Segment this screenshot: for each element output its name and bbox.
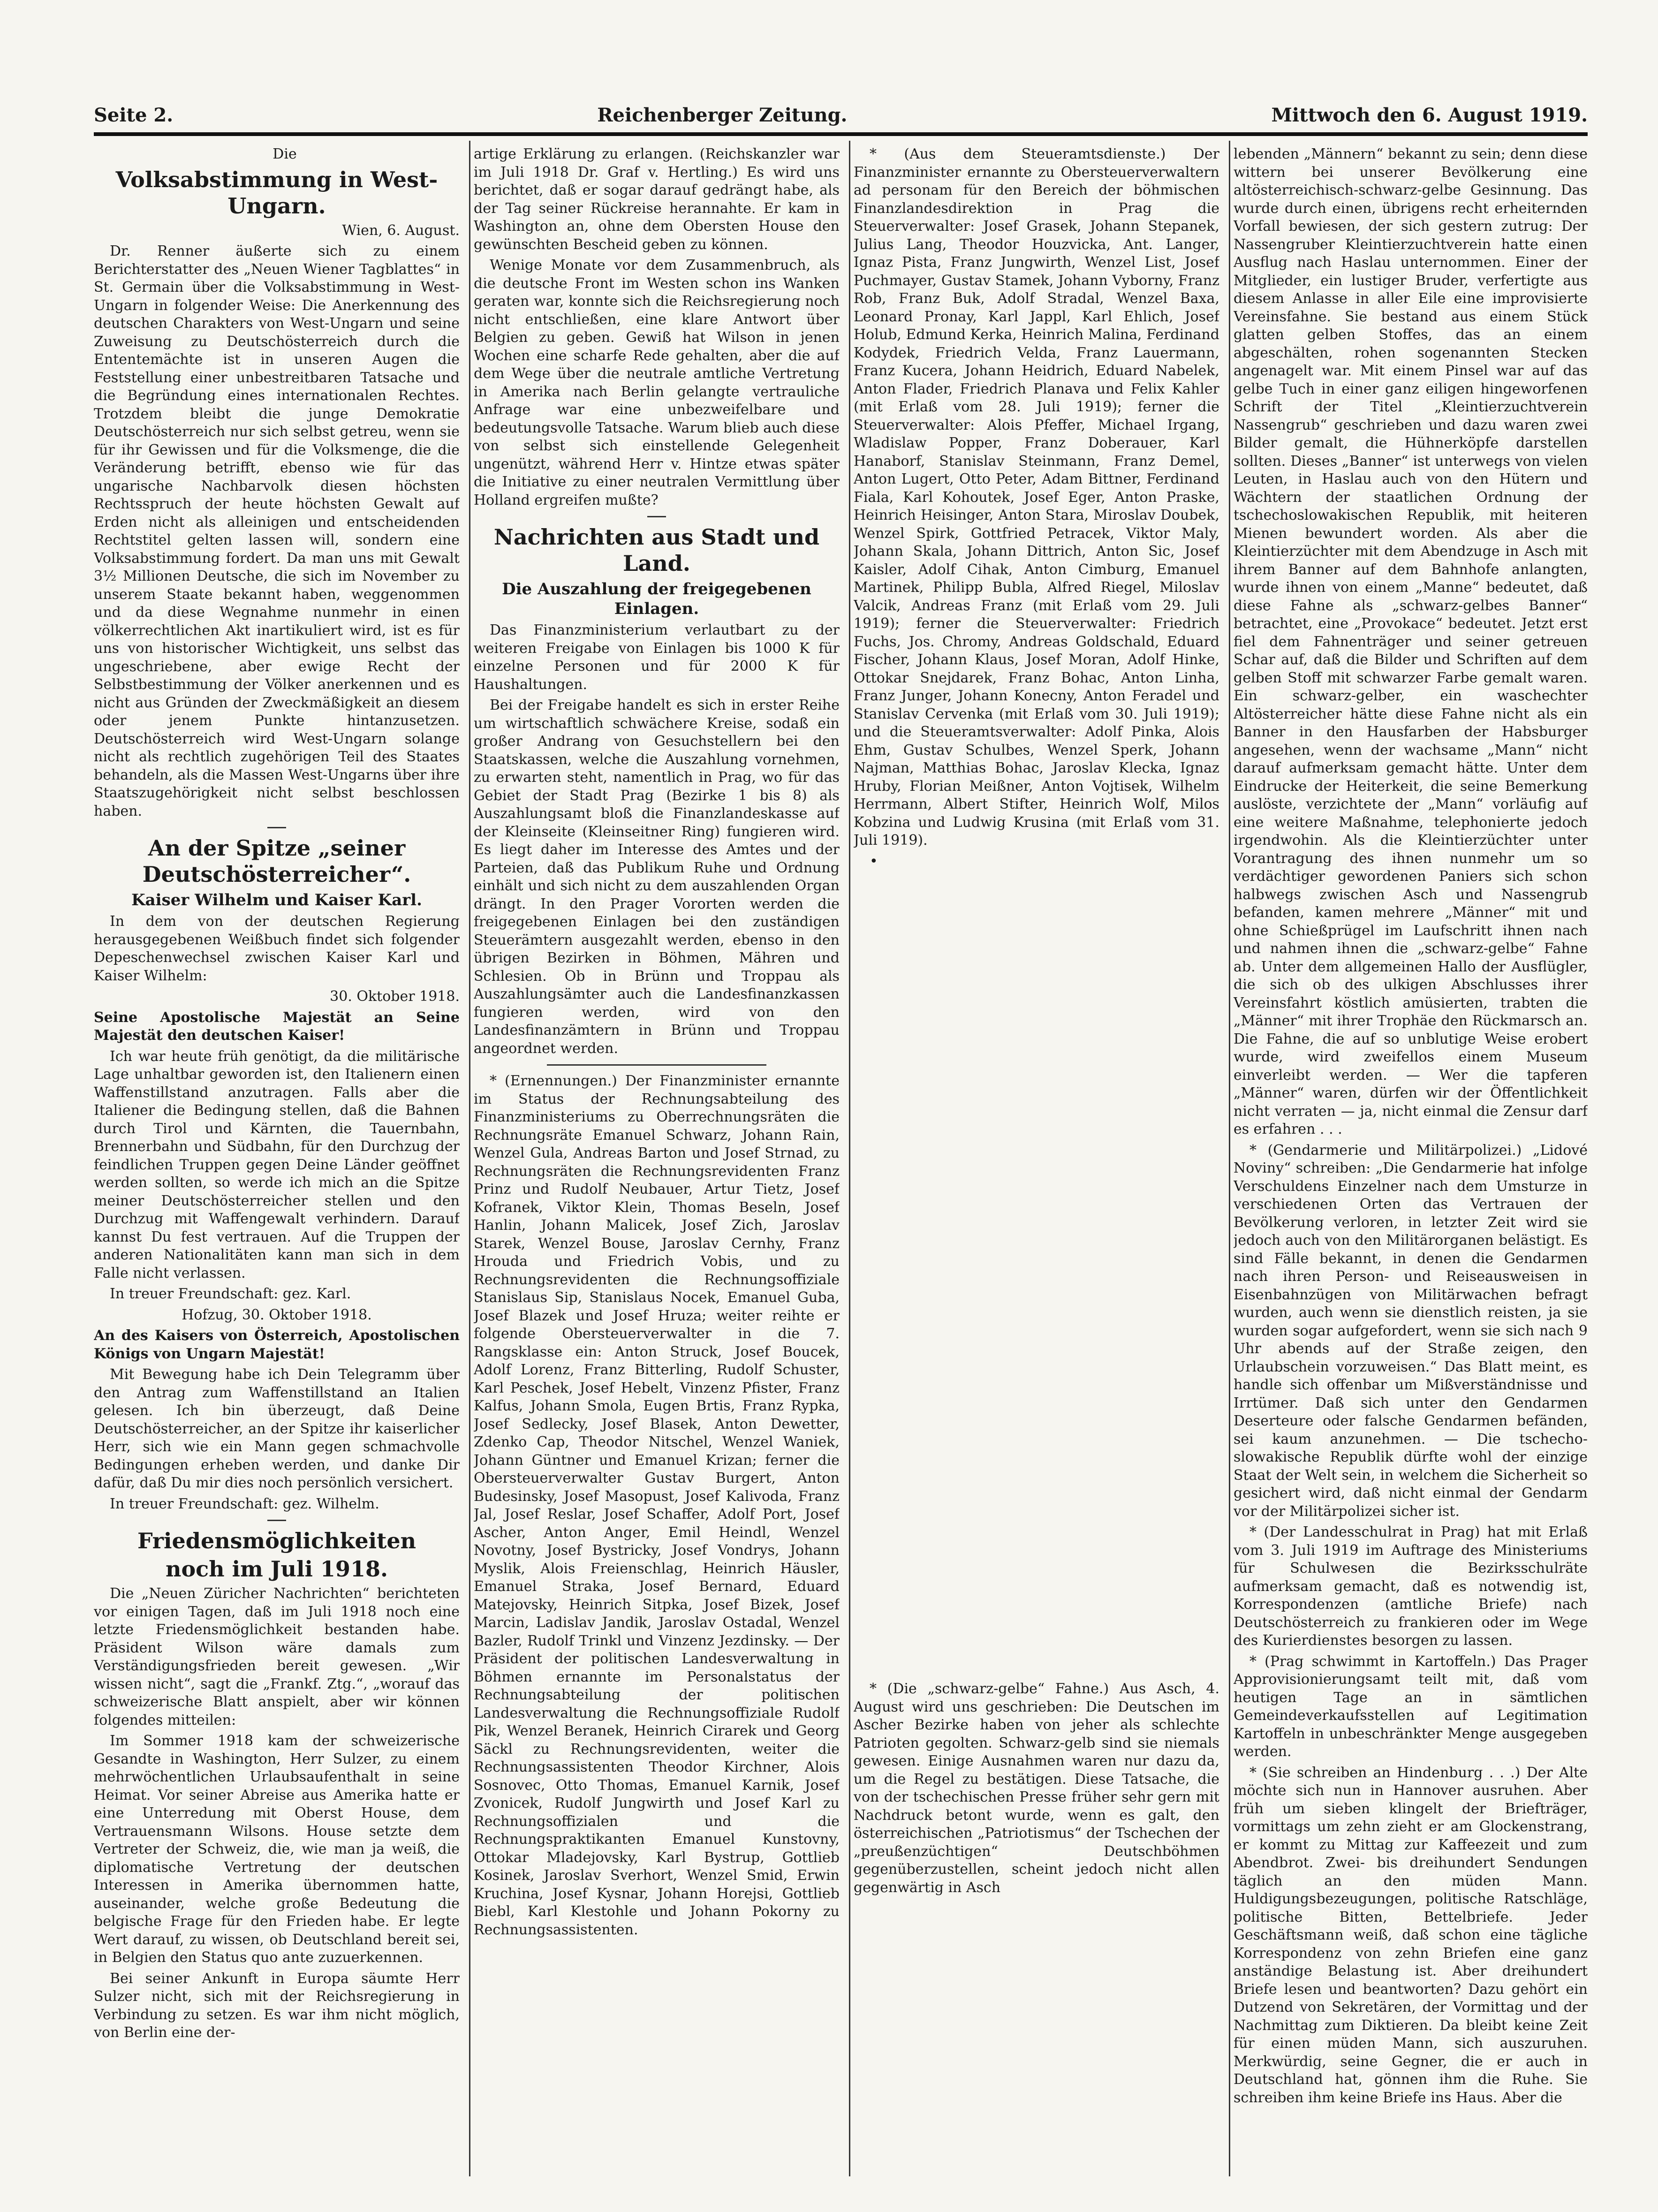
paragraph: * (Prag schwimmt in Kartoffeln.) Das Prager Approvisionierungsamt teilt mit, daß vom heutigen Tage an in sämtlichen Gemeindeverkaufsstellen auf Legitimation Kartoffeln in unbeschränkter Menge ausgegeben werden. — [1234, 1653, 1588, 1760]
article-title: An der Spitze „seiner Deutschösterreicher“. — [142, 835, 411, 887]
letter-address: Seine Apostolische Majestät an Seine Majestät den deutschen Kaiser! — [94, 1009, 460, 1044]
letter-signature: In treuer Freundschaft: gez. Karl. — [110, 1286, 351, 1302]
paragraph: In dem von der deutschen Regierung herausgegebenen Weißbuch findet sich folgender Depeschenwechsel zwischen Kaiser Karl und Kaiser Wilhelm: — [94, 913, 460, 984]
dateline: Wien, 6. August. — [342, 222, 460, 239]
paragraph: Das Finanzministerium verlautbart zu der weiteren Freigabe von Einlagen bis 1000 K für einzelne Personen und für 2000 K für Haushaltungen. — [474, 622, 840, 693]
bullet-mark: • — [870, 853, 878, 870]
page-header — [94, 98, 1588, 131]
paragraph: Ich war heute früh genötigt, da die militärische Lage unhaltbar geworden ist, den Italienern einen Waffenstillstand anzutragen. Falls aber die Italiener die Bedingung stellen, daß die Bahnen durch Tirol und Kärnten, die Tauernbahn, Brennerbahn und Südbahn, für den Durchzug der feindlichen Truppen gegen Deine Länder geöffnet werden sollten, so werde ich mich an die Spitze meiner Deutschösterreicher stellen und den Durchzug mit Waffengewalt verhindern. Darauf kannst Du fest vertrauen. Auf die Truppen der anderen Nationalitäten kann man sich in dem Falle nicht verlassen. — [94, 1048, 460, 1281]
column-3 — [854, 145, 1219, 2172]
header-rule — [94, 132, 1588, 136]
paragraph: Dr. Renner äußerte sich zu einem Berichterstatter des „Neuen Wiener Tagblattes“ in St. Germain über die Volksabstimmung in West-Ungarn in folgender Weise: Die Anerkennung des deutschen Charakters von West-Ungarn und seine Zuweisung zu Deutschösterreich durch die Ententemächte ist in unseren Augen die Feststellung einer unbestreitbaren Tatsache und die Begründung eines internationalen Rechtes. Trotzdem bleibt die junge Demokratie Deutschösterreich nur sich selbst getreu, wenn sie für ihr Gewissen und für die Volksmenge, die die Veränderung betrifft, ebenso wie für das ungarische Nachbarvolk diesen höchsten Rechtsspruch der heute höchsten Gewalt auf Erden nicht als alleinigen und entscheidenden Rechtstitel gelten lassen will, sondern eine Volksabstimmung fordert. Da man uns mit Gewalt 3½ Millionen Deutsche, die sich im November zu unserem Staate bekannt haben, weggenommen und da diese Wegnahme nunmehr in einen völkerrechtlichen Akt inartikuliert wird, ist es für uns von historischer Wichtigkeit, uns selbst das ungeschriebene, aber ewige Recht der Selbstbestimmung der Völker anerkennen und es nicht aus Gründen der Zweckmäßigkeit an diesem oder jenem Punkte hintanzusetzen. Deutschösterreich wird West-Ungarn solange nicht als rechtlich zugehörigen Teil des Staates behandeln, als die Massen West-Ungarns über ihre Staatszugehörigkeit nicht selbst beschlossen haben. — [94, 243, 460, 819]
column-1 — [94, 145, 460, 2172]
column-rule — [1229, 141, 1230, 2176]
paragraph: * (Sie schreiben an Hindenburg . . .) Der Alte möchte sich nun in Hannover ausruhen. Aber früh um sieben klingelt der Briefträger, vormittags um zehn zieht er am Glockenstrang, er kommt zu Mittag zur Kaffeezeit und zum Abendbrot. Zwei- bis dreihundert Sendungen täglich an den müden Mann. Huldigungsbezeugungen, politische Ratschläge, politische Bitten, Bettelbriefe. Jeder Geschäftsmann weiß, daß schon eine tägliche Korrespondenz von zehn Briefen eine ganz anständige Belastung ist. Aber dreihundert Briefe lesen und beantworten? Dazu gehört ein Dutzend von Sekretären, der Vormittag und der Nachmittag zum Diktieren. Da bleibt keine Zeit für einen müden Mann, sich auszuruhen. Merkwürdig, seine Gegner, die er auch in Deutschland hat, gönnen ihm die Ruhe. Sie schreiben ihm keine Briefe ins Haus. Aber die — [1234, 1764, 1588, 2106]
paragraph: * (Der Landesschulrat in Prag) hat mit Erlaß vom 3. Juli 1919 im Auftrage des Ministeriums für Schulwesen die Bezirksschulräte aufmerksam gemacht, daß es notwendig ist, Korrespondenzen (amtliche Briefe) nach Deutschösterreich zu frankieren oder im Wege des Kurierdienstes besorgen zu lassen. — [1234, 1524, 1588, 1649]
column-2 — [474, 145, 840, 2172]
divider — [547, 1064, 766, 1066]
paragraph: Bei seiner Ankunft in Europa säumte Herr Sulzer nicht, sich mit der Reichsregierung in Verbindung zu setzen. Es war ihm nicht möglich, von Berlin eine der- — [94, 1970, 460, 2041]
blank-space — [854, 873, 1219, 1680]
letter-signature: In treuer Freundschaft: gez. Wilhelm. — [110, 1495, 379, 1512]
column-rule — [849, 141, 850, 2176]
paragraph: * (Ernennungen.) Der Finanzminister ernannte im Status der Rechnungsabteilung des Finanzministeriums zu Oberrechnungsräten die Rechnungsräte Emanuel Schwarz, Johann Rain, Wenzel Gula, Andreas Barton und Josef Strnad, zu Rechnungsräten die Rechnungsrevidenten Franz Prinz und Rudolf Neubauer, Artur Tietz, Josef Kofranek, Viktor Klein, Thomas Beseln, Josef Hanlin, Johann Malicek, Josef Zich, Jaroslav Starek, Wenzel Bouse, Jaroslav Cernhy, Franz Hrouda und Friedrich Vobis, und zu Rechnungsrevidenten die Rechnungsoffiziale Stanislaus Sip, Stanislaus Nocek, Emanuel Guba, Josef Blazek und Josef Hruza; weiter reihte er folgende Obersteuerverwalter in die 7. Rangsklasse ein: Anton Struck, Josef Boucek, Adolf Lorenz, Franz Bitterling, Rudolf Schuster, Karl Peschek, Josef Hebelt, Vinzenz Pfister, Franz Kalfus, Johann Smola, Eugen Brtis, Franz Rypka, Josef Sedlecky, Josef Blasek, Anton Dewetter, Zdenko Cap, Theodor Nitschel, Wenzel Waniek, Johann Güntner und Emanuel Krizan; ferner die Obersteuerverwalter Gustav Burgert, Anton Budesinsky, Josef Masopust, Josef Kalivoda, Franz Jal, Josef Reslar, Josef Schaffer, Adolf Port, Josef Ascher, Anton Anger, Emil Heindl, Wenzel Novotny, Josef Bystricky, Josef Vondrys, Johann Myslik, Alois Freienschlag, Heinrich Häusler, Emanuel Straka, Josef Bernard, Eduard Matejovsky, Heinrich Sitpka, Josef Bizek, Josef Marcin, Ladislav Jandik, Jaroslav Ostadal, Wenzel Bazler, Rudolf Trinkl und Vinzenz Jezdinsky. — Der Präsident der politischen Landesverwaltung in Böhmen ernannte im Personalstatus der Rechnungsabteilung der politischen Landesverwaltung die Rechnungsoffiziale Rudolf Pik, Wenzel Beranek, Heinrich Cirarek und Georg Säckl zu Rechnungsrevidenten, weiter die Rechnungsassistenten Theodor Kirchner, Alois Sosnovec, Otto Thomas, Emanuel Karnik, Josef Zvonicek, Rudolf Jungwirth und Josef Karl zu Rechnungsoffizialen und die Rechnungspraktikanten Emanuel Kunstovny, Ottokar Mladejovsky, Karl Bystrup, Gottlieb Kosinek, Jaroslav Sverhort, Wenzel Smid, Erwin Kruchina, Josef Kysnar, Johann Horejsi, Gottlieb Biebl, Karl Klestohle und Johann Pokorny zu Rechnungsassistenten. — [474, 1073, 840, 1938]
article-subtitle: Die Auszahlung der freigegebenen Einlagen. — [502, 580, 811, 618]
paragraph: artige Erklärung zu erlangen. (Reichskanzler war im Juli 1918 Dr. Graf v. Hertling.) Es wird uns berichtet, daß er sogar darauf gedrängt habe, als der Tag seiner Rückreise herannahte. Er kam in Washington an, ohne dem Obersten House den gewünschten Bescheid geben zu können. — [474, 146, 840, 253]
paragraph: * (Die „schwarz-gelbe“ Fahne.) Aus Asch, 4. August wird uns geschrieben: Die Deutschen im Ascher Bezirke haben von jeher als schlechte Patrioten gegolten. Schwarz-gelb sind sie niemals gewesen. Einige Ausnahmen waren nur dazu da, um die Regel zu bestätigen. Diese Tatsache, die von der tschechischen Presse früher sehr gern mit Nachdruck betont wurde, wenn es galt, den österreichischen „Patriotismus“ der Tschechen der „preußenzüchtigen“ Deutschböhmen gegenüberzustellen, scheint jedoch nicht allen gegenwärtig in Asch — [854, 1681, 1219, 1896]
column-rule — [469, 141, 470, 2176]
paragraph: Im Sommer 1918 kam der schweizerische Gesandte in Washington, Herr Sulzer, zu einem mehrwöchentlichen Urlaubsaufenthalt in seine Heimat. Vor seiner Abreise aus Amerika hatte er eine Unterredung mit Oberst House, dem Vertrauensmann Wilsons. House setzte dem Vertreter der Schweiz, die, wie man ja weiß, die diplomatische Vertretung der deutschen Interessen in Amerika übernommen hatte, auseinander, welche große Bedeutung die belgische Frage für den Frieden habe. Er legte Wert darauf, zu wissen, ob Deutschland bereit sei, in Belgien den Status quo ante zuzuerkennen. — [94, 1733, 460, 1966]
letter-date: Hofzug, 30. Oktober 1918. — [182, 1306, 372, 1323]
letter-address: An des Kaisers von Österreich, Apostolischen Königs von Ungarn Majestät! — [94, 1327, 460, 1362]
section-title: Nachrichten aus Stadt und Land. — [493, 524, 820, 576]
paragraph: Wenige Monate vor dem Zusammenbruch, als die deutsche Front im Westen schon ins Wanken geraten war, konnte sich die Reichsregierung noch nicht entschließen, eine klare Antwort über Belgien zu geben. Gewiß hat Wilson in jenen Wochen eine scharfe Rede gehalten, aber die auf dem Wege über die neutrale amtliche Vertretung in Amerika nach Berlin gelangte vertrauliche Anfrage war eine unbezweifelbare und bedeutungsvolle Tatsache. Warum blieb auch diese von selbst sich einstellende Gelegenheit ungenützt, während Herr v. Hintze etwas später die Initiative zu einer neutralen Vermittlung über Holland ergreifen mußte? — [474, 257, 840, 508]
divider — [267, 1520, 286, 1521]
article-kicker: Die — [273, 146, 297, 162]
article-title: Friedensmöglichkeiten — [137, 1528, 416, 1553]
article-title: Volksabstimmung in West-Ungarn. — [115, 167, 438, 219]
divider — [267, 827, 286, 828]
paragraph: Bei der Freigabe handelt es sich in erster Reihe um wirtschaftlich schwächere Kreise, sodaß ein großer Andrang von Gesuchstellern bei den Staatskassen, welche die Auszahlung vornehmen, zu erwarten steht, namentlich in Prag, wo für das Gebiet der Stadt Prag (Bezirke 1 bis 8) als Auszahlungsamt bloß die Finanzlandeskasse auf der Kleinseite (Kleinseitner Ring) fungieren wird. Es liegt daher im Interesse des Amtes und der Parteien, daß das Publikum Ruhe und Ordnung einhält und sich nicht zu dem auszahlenden Organ drängt. In den Prager Vororten werden die freigegebenen Einlagen bei den zuständigen Steuerämtern ausgezahlt werden, ebenso in den übrigen Bezirken in Böhmen, Mähren und Schlesien. Ob in Brünn und Troppau als Auszahlungsämter auch die Landesfinanzkassen fungieren werden, wird von den Landesfinanzämtern in Brünn und Troppau angeordnet werden. — [474, 697, 840, 1057]
issue-date: Mittwoch den 6. August 1919. — [1271, 104, 1588, 126]
paragraph: Die „Neuen Züricher Nachrichten“ berichteten vor einigen Tagen, daß im Juli 1918 noch eine letzte Friedensmöglichkeit bestanden habe. Präsident Wilson wäre damals zum Verständigungsfrieden bereit gewesen. „Wir wissen nicht“, sagt die „Frankf. Ztg.“, „worauf das schweizerische Blatt anspielt, aber wir können folgendes mitteilen: — [94, 1585, 460, 1728]
paragraph: Mit Bewegung habe ich Dein Telegramm über den Antrag zum Waffenstillstand an Italien gelesen. Ich bin überzeugt, daß Deine Deutschösterreicher, an der Spitze ihr kaiserlicher Herr, sich wie ein Mann gegen schmachvolle Bedingungen erheben werden, und danke Dir dafür, daß Du mir dies noch persönlich versichert. — [94, 1366, 460, 1491]
masthead: Reichenberger Zeitung. — [597, 104, 848, 126]
divider — [647, 516, 666, 517]
paragraph: * (Aus dem Steueramtsdienste.) Der Finanzminister ernannte zu Obersteuerverwaltern ad personam für den Bereich der böhmischen Finanzlandesdirektion in Prag die Steuerverwalter: Josef Grasek, Johann Stepanek, Julius Lang, Theodor Houzvicka, Ant. Langer, Ignaz Pista, Franz Jungwirth, Wenzel List, Josef Puchmayer, Gustav Stamek, Johann Vyborny, Franz Rob, Franz Buk, Adolf Stradal, Wenzel Baxa, Leonard Pronay, Karl Jappl, Karl Ehlich, Josef Holub, Edmund Kerka, Heinrich Malina, Ferdinand Kodydek, Friedrich Velda, Franz Lauermann, Franz Kucera, Johann Heidrich, Eduard Nabelek, Anton Flader, Friedrich Planava und Felix Kahler (mit Erlaß vom 28. Juli 1919); ferner die Steuerverwalter: Alois Pfeffer, Michael Irgang, Wladislaw Popper, Franz Doberauer, Karl Hanaborf, Stanislav Steinmann, Franz Demel, Anton Lugert, Otto Peter, Adam Bittner, Ferdinand Fiala, Karl Kohoutek, Josef Eger, Anton Praske, Heinrich Heisinger, Anton Stara, Miroslav Doubek, Wenzel Spirk, Gottfried Petracek, Viktor Maly, Johann Skala, Johann Dittrich, Anton Sic, Josef Kaisler, Adolf Cihak, Anton Cimburg, Emanuel Martinek, Philipp Bubla, Alfred Riegel, Miloslav Valcik, Andreas Franz (mit Erlaß vom 29. Juli 1919); ferner die Steuerverwalter: Friedrich Fuchs, Jos. Chromy, Andreas Goldschald, Eduard Fischer, Johann Klaus, Josef Moran, Adolf Hinke, Ottokar Snejdarek, Franz Bohac, Anton Linha, Franz Junger, Johann Konecny, Anton Feradel und Stanislav Cervenka (mit Erlaß vom 30. Juli 1919); und die Steueramtsverwalter: Adolf Pinka, Alois Ehm, Gustav Schulbes, Wenzel Sperk, Johann Najman, Matthias Bohac, Jaroslav Klecka, Ignaz Hruby, Florian Meißner, Anton Vojtisek, Wilhelm Herrmann, Albert Stifter, Heinrich Wolf, Milos Kobzina und Ludwig Krusina (mit Erlaß vom 31. Juli 1919). — [854, 146, 1219, 848]
paragraph: lebenden „Männern“ bekannt zu sein; denn diese wittern bei unserer Bevölkerung eine altösterreichisch-schwarz-gelbe Gesinnung. Das wurde durch einen, übrigens recht erheiternden Vorfall bewiesen, der sich gestern zutrug: Der Nassengruber Kleintierzuchtverein hatte einen Ausflug nach Haslau unternommen. Einer der Mitglieder, ein lustiger Bruder, verfertigte aus diesem Anlasse in aller Eile eine improvisierte Vereinsfahne. Sie bestand aus einem Stück glatten gelben Stoffes, das an einem abgeschälten, rohen sogenannten Stecken angenagelt war. Mit einem Pinsel war auf das gelbe Tuch in einer ganz eiligen hingeworfenen Schrift der Titel „Kleintierzuchtverein Nassengrub“ geschrieben und dazu waren zwei Bilder gemalt, die Hühnerköpfe darstellen sollten. Dieses „Banner“ ist unterwegs von vielen Leuten, in Haslau auch von den Hütern und Wächtern der staatlichen Ordnung der tschechoslowakischen Republik, mit heiteren Mienen bewundert worden. Als aber die Kleintierzüchter mit dem Abendzuge in Asch mit ihrem Banner auf dem Bahnhofe anlangten, wurde ihnen von einem „Manne“ bedeutet, daß diese Fahne als „schwarz-gelbes Banner“ betrachtet, eine „Provokace“ bedeutet. Jetzt erst fiel dem Fahnenträger und seiner getreuen Schar auf, daß die Bilder und Schriften auf dem gelben Stoff mit schwarzer Farbe gemalt waren. Ein schwarz-gelber, ein waschechter Altösterreicher hätte diese Fahne nicht als ein Banner in den Hausfarben der Habsburger angesehen, wenn der wachsame „Mann“ nicht darauf aufmerksam gemacht hätte. Unter dem Eindrucke der Heiterkeit, die seine Bemerkung auslöste, verzichtete der „Mann“ vorläufig auf eine weitere Maßnahme, telephonierte jedoch irgendwohin. Als die Kleintierzüchter unter Vorantragung des ihnen nunmehr um so verdächtiger gewordenen Paniers sich schon halbwegs zwischen Asch und Nassengrub befanden, kamen mehrere „Männer“ mit und ohne Schießprügel im Laufschritt ihnen nach und nahmen ihnen die „schwarz-gelbe“ Fahne ab. Unter dem allgemeinen Hallo der Ausflügler, die sich ob des ulkigen Abschlusses ihrer Vereinsfahrt köstlich amüsierten, trabten die „Männer“ mit ihrer Trophäe den Rückmarsch an. Die Fahne, die auf so unblutige Weise erobert wurde, wird zweifellos einem Museum einverleibt werden. — Wer die tapferen „Männer“ waren, dürfen wir der Öffentlichkeit nicht verraten — ja, nicht einmal die Zensur darf es erfahren . . . — [1234, 146, 1588, 1137]
paragraph: * (Gendarmerie und Militärpolizei.) „Lidové Noviny“ schreiben: „Die Gendarmerie hat infolge Verschuldens Einzelner nach dem Umsturze in verschiedenen Orten das Vertrauen der Bevölkerung verloren, in letzter Zeit wird sie jedoch auch von den Militärorganen belästigt. Es sind Fälle bekannt, in denen die Gendarmen nach ihren Person- und Reiseausweisen in Eisenbahnzügen von Militärwachen befragt wurden, auch wenn sie dienstlich reisten, ja sie wurden sogar aufgefordert, wenn sie sich nach 9 Uhr abends auf der Straße zeigen, den Urlaubschein vorzuweisen.“ Das Blatt meint, es handle sich offenbar um Mißverständnisse und Irrtümer. Daß sich unter den Gendarmen Deserteure oder falsche Gendarmen befänden, sei kaum anzunehmen. — Die tschecho-slowakische Republik dürfte wohl der einzige Staat der Welt sein, in welchem die Sicherheit so gesichert wird, daß nicht einmal der Gendarm vor der Militärpolizei sicher ist. — [1234, 1142, 1588, 1520]
page-number: Seite 2. — [94, 104, 174, 126]
article-subtitle: Kaiser Wilhelm und Kaiser Karl. — [131, 891, 422, 909]
letter-date: 30. Oktober 1918. — [330, 988, 460, 1005]
column-4 — [1234, 145, 1588, 2172]
article-title: noch im Juli 1918. — [166, 1556, 388, 1582]
